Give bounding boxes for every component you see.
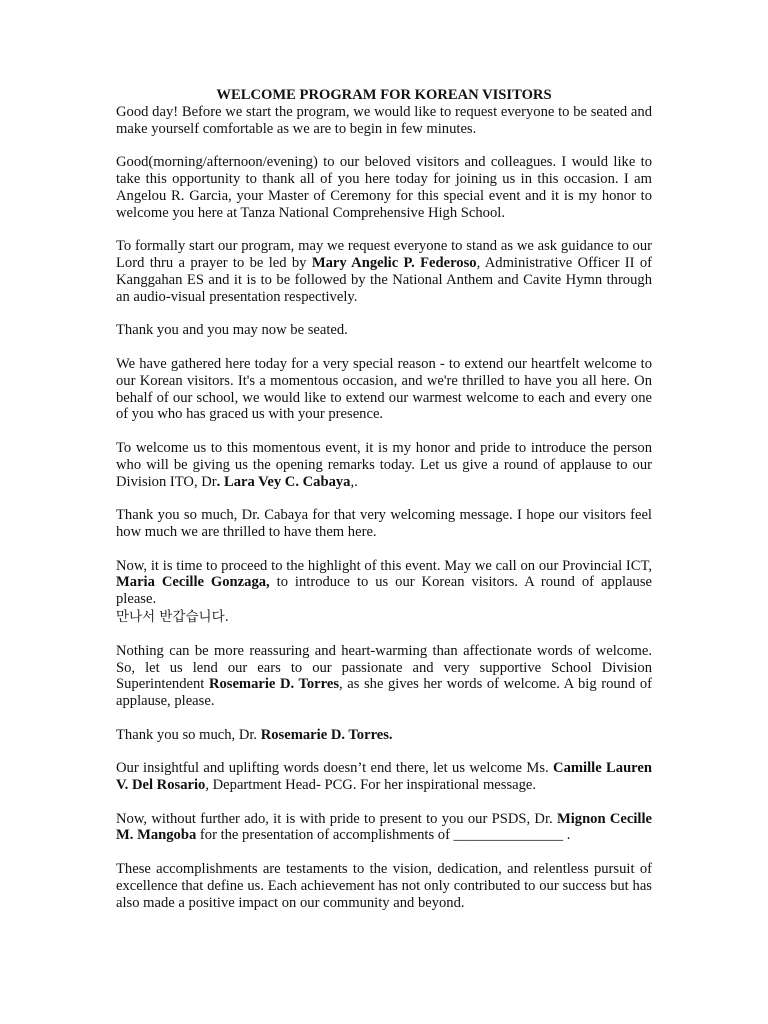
- paragraph-superintendent-text-a: Nothing can be more reassuring and heart-warming than affectionate words of welcome. So, let us lend our ears to our passionate and very supportive School Division Superintendent: [116, 642, 652, 693]
- paragraph-accomplishments-intro-text-a: Now, without further ado, it is with pride to present to you our PSDS, Dr.: [116, 810, 557, 827]
- paragraph-be-seated: Thank you and you may now be seated.: [116, 322, 348, 339]
- paragraph-superintendent-text-b: , as she gives her words of welcome. A big round of applause, please.: [116, 676, 652, 710]
- paragraph-thanks-torres-text-a: Thank you so much, Dr.: [116, 726, 261, 743]
- paragraph-inspirational: [116, 760, 652, 794]
- paragraph-thanks-cabaya: Thank you so much, Dr. Cabaya for that very welcoming message. I hope our visitors feel how much we are thrilled to have them here.: [116, 507, 652, 540]
- paragraph-accomplishments-intro-text-b: for the presentation of accomplishments of _______________ .: [196, 827, 571, 844]
- paragraph-thanks-torres: [116, 727, 652, 744]
- document-page: [116, 86, 652, 928]
- department-head-name: Camille Lauren V. Del Rosario: [116, 760, 652, 794]
- paragraph-highlight-text-a: Now, it is time to proceed to the highlight of this event. May we call on our Provincial ICT,: [116, 557, 652, 574]
- prayer-leader-name: Mary Angelic P. Federoso: [311, 255, 477, 272]
- paragraph-welcome: We have gathered here today for a very special reason - to extend our heartfelt welcome to our Korean visitors. It's a momentous occasion, and we're thrilled to have you all here. On behalf of our school, we would like to extend our warmest welcome to each and every one of you who has graced us with your presence.: [116, 355, 652, 423]
- paragraph-prayer-text-b: , Administrative Officer II of Kanggahan ES and it is to be followed by the National Anthem and Cavite Hymn through an audio-visual presentation respectively.: [116, 255, 653, 305]
- paragraph-greeting: Good(morning/afternoon/evening) to our beloved visitors and colleagues. I would like to take this opportunity to thank all of you here today for joining us in this occasion. I am Angelou R. Garcia, your Master of Ceremony for this special event and it is my honor to welcome you here at Tanza National Comprehensive High School.: [116, 154, 652, 221]
- paragraph-inspirational-text-b: , Department Head- PCG. For her inspirational message.: [205, 777, 537, 794]
- paragraph-opening: Good day! Before we start the program, we would like to request everyone to be seated and make yourself comfortable as we are to begin in few minutes.: [116, 104, 652, 137]
- paragraph-prayer-text-a: To formally start our program, may we request everyone to stand as we ask guidance to our Lord thru a prayer to be led by: [116, 238, 652, 272]
- torres-name: Rosemarie D. Torres.: [260, 726, 393, 743]
- paragraph-accomplishments: These accomplishments are testaments to the vision, dedication, and relentless pursuit of excellence that define us. Each achievement has not only contributed to our success but has also made a positive impact on our community and beyond.: [116, 861, 652, 911]
- document-title: WELCOME PROGRAM FOR KOREAN VISITORS: [216, 87, 552, 103]
- paragraph-inspirational-text-a: Our insightful and uplifting words doesn’t end there, let us welcome Ms.: [116, 760, 554, 777]
- paragraph-opening-remarks-text-a: To welcome us to this momentous event, it is my honor and pride to introduce the person who will be giving us the opening remarks today. Let us give a round of applause to our Division ITO, Dr: [116, 439, 652, 490]
- paragraph-opening-remarks-text-b: ,.: [350, 473, 358, 490]
- psds-name: Mignon Cecille M. Mangoba: [116, 810, 653, 844]
- paragraph-accomplishments-intro: [116, 811, 652, 845]
- opening-remarks-speaker-name: . Lara Vey C. Cabaya: [216, 473, 351, 490]
- paragraph-opening-remarks: [116, 440, 652, 490]
- paragraph-highlight: [116, 558, 652, 608]
- paragraph-superintendent: [116, 643, 652, 710]
- paragraph-prayer: [116, 238, 652, 305]
- provincial-ict-name: Maria Cecille Gonzaga,: [116, 574, 270, 591]
- superintendent-name: Rosemarie D. Torres: [208, 676, 340, 693]
- paragraph-highlight-text-b: to introduce to us our Korean visitors. A round of applause please.: [116, 574, 653, 608]
- korean-greeting: 만나서 반갑습니다.: [116, 608, 229, 625]
